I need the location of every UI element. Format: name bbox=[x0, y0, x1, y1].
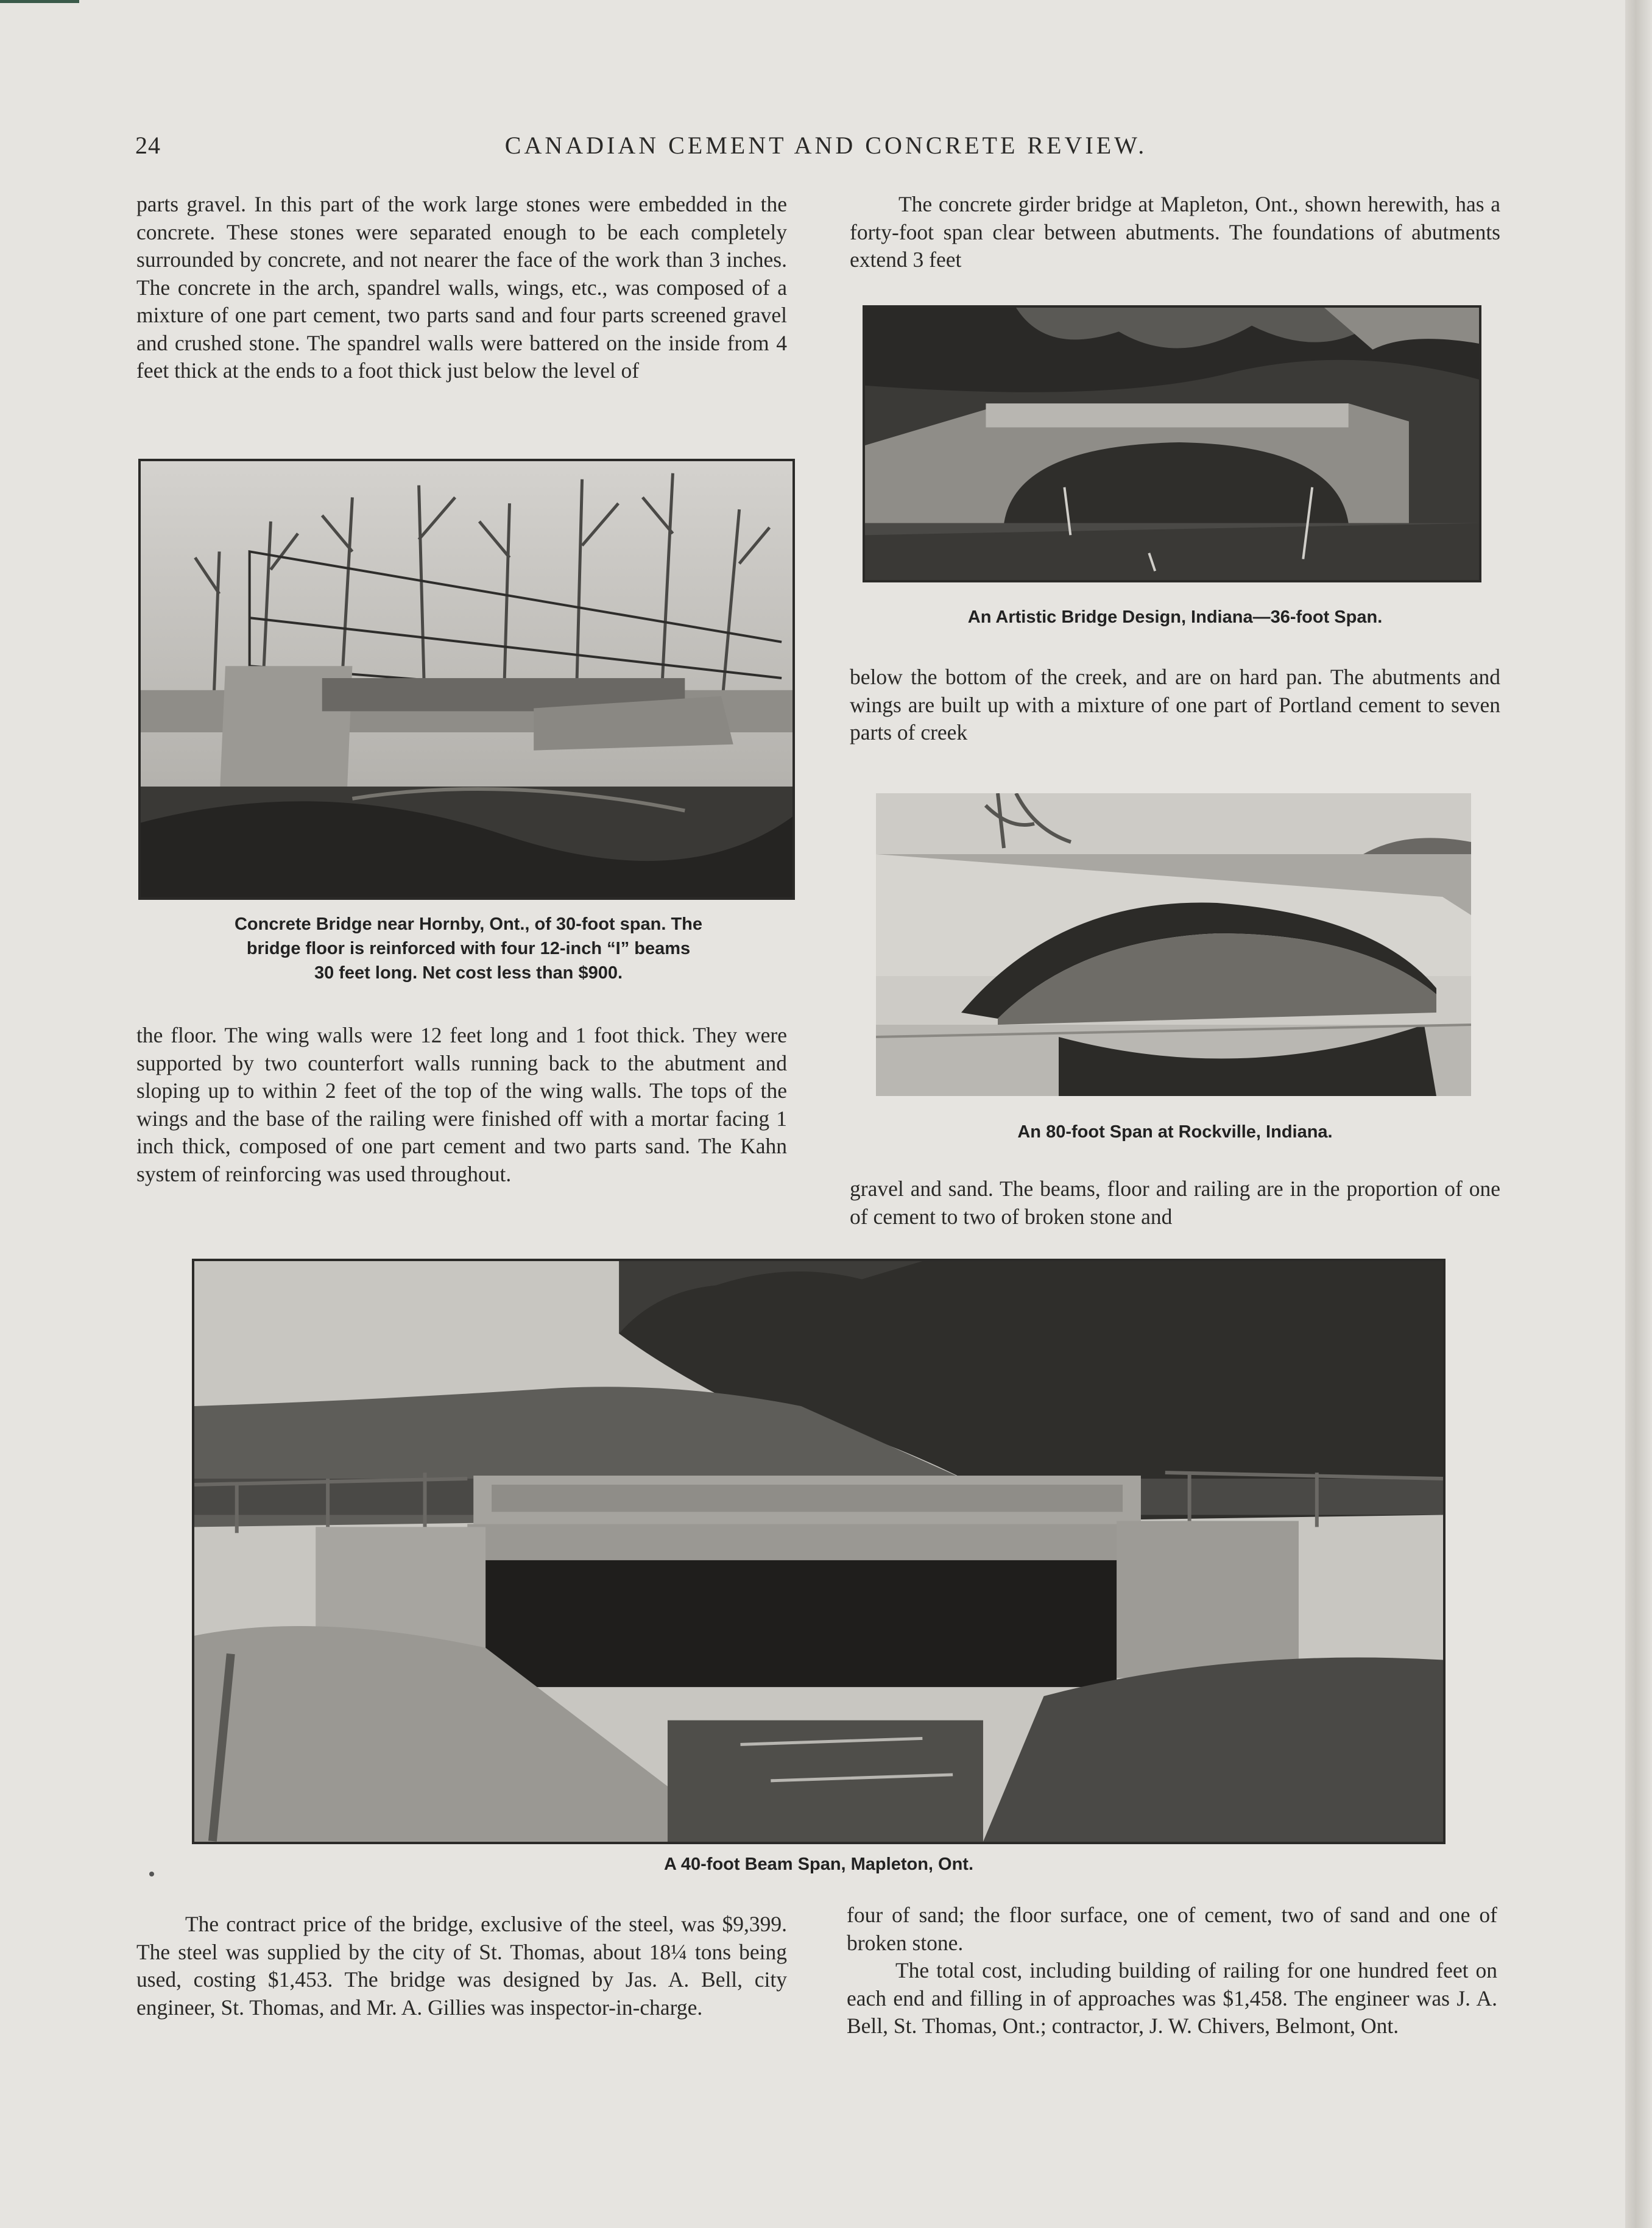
bottom-left-text bbox=[136, 1911, 787, 2021]
artistic-indiana-caption: An Artistic Bridge Design, Indiana—36-foot Span. bbox=[967, 607, 1383, 627]
hornby-caption-line-3: 30 feet long. Net cost less than $900. bbox=[314, 963, 623, 983]
rockville-bridge-image bbox=[876, 793, 1471, 1096]
stray-mark bbox=[149, 1872, 154, 1876]
rockville-caption: An 80-foot Span at Rockville, Indiana. bbox=[1017, 1122, 1333, 1142]
top-edge-strip bbox=[0, 0, 79, 3]
mapleton-caption: A 40-foot Beam Span, Mapleton, Ont. bbox=[663, 1855, 974, 1874]
right-column-mid-text bbox=[850, 663, 1500, 747]
running-header bbox=[0, 131, 1652, 168]
hornby-caption-line-2: bridge floor is reinforced with four 12-inch “I” beams bbox=[246, 939, 691, 958]
right-column-top-text bbox=[850, 191, 1500, 274]
page-number: 24 bbox=[135, 132, 161, 159]
bottom-right-para-1: four of sand; the floor surface, one of cement, two of sand and one of broken stone. bbox=[847, 1903, 1497, 1955]
bottom-right-para-2: The total cost, including building of railing for one hundred feet on each end and filling in of approaches was $1,458. The engineer was J. A. Bell, St. Thomas, Ont.; contractor, J. W. Chivers, Belmont, Ont. bbox=[847, 1958, 1497, 2038]
journal-title: CANADIAN CEMENT AND CONCRETE REVIEW. bbox=[504, 132, 1148, 159]
bottom-left-para: The contract price of the bridge, exclusive of the steel, was $9,399. The steel was supplied by the city of St. Thomas, about 18¼ tons being used, costing $1,453. The bridge was designed by Jas. A. Bell, city engineer, St. Thomas, and Mr. A. Gillies was inspector-in-charge. bbox=[136, 1912, 787, 2020]
hornby-bridge-photo bbox=[138, 459, 795, 900]
left-column-bottom-text bbox=[136, 1022, 787, 1188]
page-gutter-edge bbox=[1625, 0, 1652, 2228]
artistic-indiana-bridge-photo bbox=[863, 305, 1481, 582]
hornby-bridge-image bbox=[141, 461, 792, 897]
rockville-bridge-photo bbox=[876, 793, 1471, 1096]
hornby-caption bbox=[136, 912, 800, 985]
hornby-caption-line-1: Concrete Bridge near Hornby, Ont., of 30-foot span. The bbox=[234, 914, 703, 934]
left-para-bottom: the floor. The wing walls were 12 feet long and 1 foot thick. They were supported by two counterfort walls running back to the abutment and sloping up to within 2 feet of the top of the wing walls. The tops of the wings and the base of the railing were finished off with a mortar facing 1 inch thick, composed of one part cement and two parts sand. The Kahn system of reinforcing was used throughout. bbox=[136, 1023, 787, 1186]
artistic-indiana-bridge-image bbox=[865, 308, 1479, 580]
mapleton-bridge-photo bbox=[192, 1259, 1446, 1844]
mapleton-bridge-image bbox=[194, 1261, 1443, 1842]
right-column-bottom-text bbox=[850, 1175, 1500, 1231]
right-para-bottom: gravel and sand. The beams, floor and railing are in the proportion of one of cement to two of broken stone and bbox=[850, 1176, 1500, 1229]
right-para-mid: below the bottom of the creek, and are on hard pan. The abutments and wings are built up with a mixture of one part of Portland cement to seven parts of creek bbox=[850, 665, 1500, 744]
right-para-top: The concrete girder bridge at Mapleton, Ont., shown herewith, has a forty-foot span clear between abutments. The foundations of abutments extend 3 feet bbox=[850, 192, 1500, 272]
left-column-top-text bbox=[136, 191, 787, 385]
left-para-top: parts gravel. In this part of the work large stones were embedded in the concrete. These stones were separated enough to be each completely surrounded by concrete, and not nearer the face of the work than 3 inches. The concrete in the arch, spandrel walls, wings, etc., was composed of a mixture of one part cement, two parts sand and four parts screened gravel and crushed stone. The spandrel walls were battered on the inside from 4 feet thick at the ends to a foot thick just below the level of bbox=[136, 192, 787, 383]
bottom-right-text bbox=[847, 1901, 1497, 2040]
